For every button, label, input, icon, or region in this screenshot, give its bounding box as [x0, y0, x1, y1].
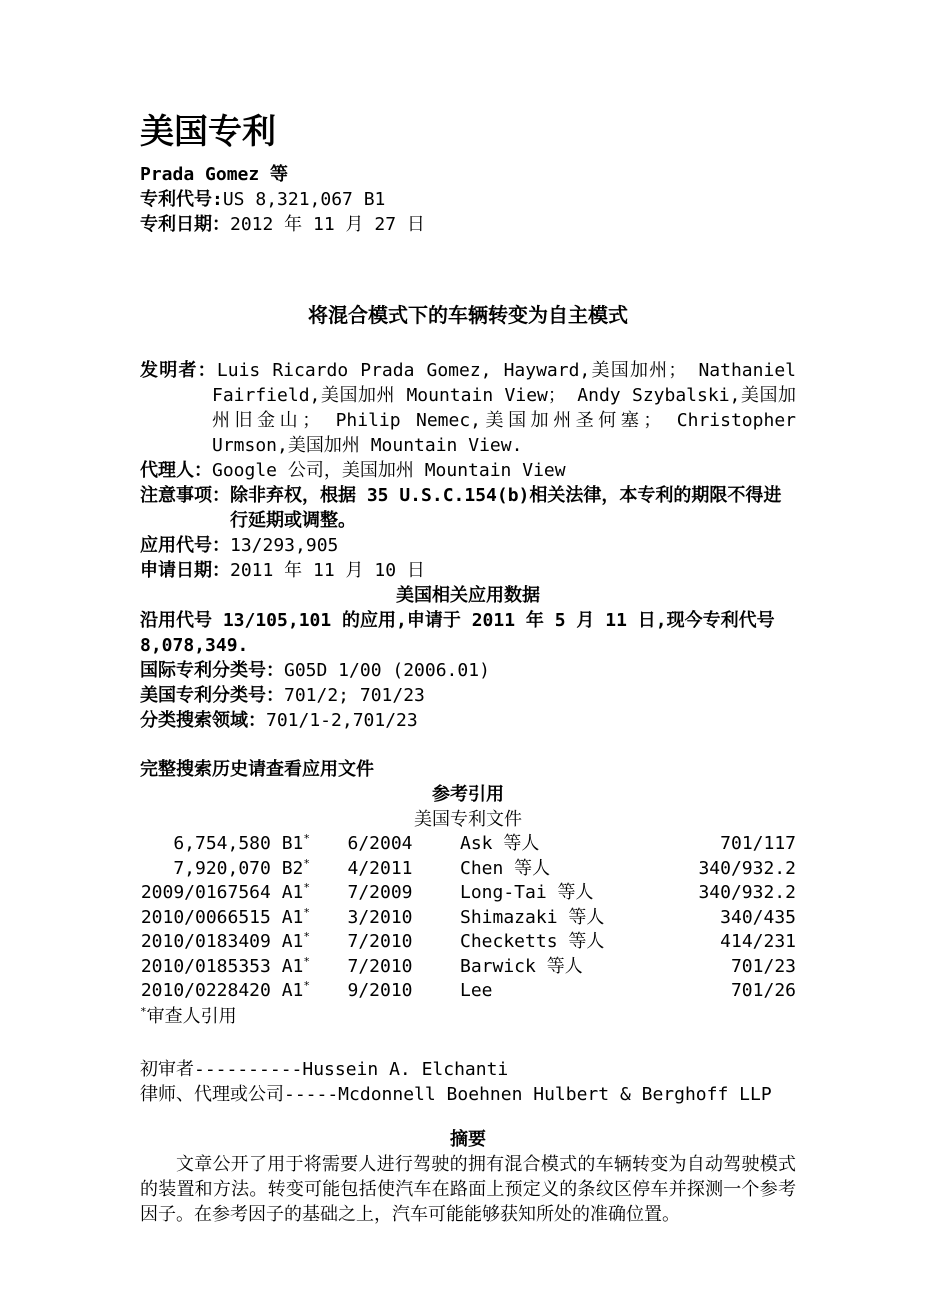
references-table [140, 832, 796, 1004]
ref-date: 3/2010 [347, 906, 413, 928]
intl-class-label: 国际专利分类号： [140, 660, 284, 681]
table-row [140, 930, 796, 955]
us-class-value: 701/2; 701/23 [284, 685, 425, 706]
filed-date-line [140, 558, 796, 583]
examiner-block [140, 1057, 796, 1107]
ref-class: 701/117 [720, 833, 796, 854]
ref-date: 7/2010 [347, 955, 413, 977]
application-number-label: 应用代号： [140, 535, 230, 556]
examiner-cited-footnote [140, 1004, 796, 1029]
table-row [140, 906, 796, 931]
examiner-cited-asterisk: * [303, 832, 310, 845]
byline: Prada Gomez 等 [140, 164, 289, 185]
assignee-value: Google 公司，美国加州 Mountain View [212, 460, 566, 481]
patent-number-line [140, 187, 796, 212]
invention-title: 将混合模式下的车辆转变为自主模式 [308, 303, 628, 327]
field-of-search-line [140, 708, 796, 733]
ref-number: 6,754,580 B1* [173, 832, 310, 854]
ref-name: Shimazaki 等人 [460, 906, 605, 928]
application-number-value: 13/293,905 [230, 535, 339, 556]
us-class-line [140, 683, 796, 708]
ref-class: 340/932.2 [698, 857, 796, 879]
ref-class: 414/231 [720, 931, 796, 952]
field-of-search-label: 分类搜索领域： [140, 710, 266, 731]
patent-number-value: US 8,321,067 B1 [222, 189, 386, 210]
search-history-note: 完整搜索历史请查看应用文件 [140, 759, 374, 780]
patent-date-line [140, 212, 796, 237]
page-title: 美国专利 [140, 112, 276, 152]
us-class-label: 美国专利分类号： [140, 685, 284, 706]
ref-name: Lee [460, 980, 493, 1001]
notice-label: 注意事项： [140, 485, 230, 506]
ref-name: Long-Tai 等人 [460, 882, 594, 903]
table-row [140, 832, 796, 857]
footnote-asterisk: * [140, 1004, 147, 1018]
ref-date: 6/2004 [347, 833, 413, 854]
ref-class: 701/23 [730, 955, 796, 977]
table-row [140, 955, 796, 980]
patent-number-label: 专利代号: [140, 189, 223, 210]
ref-name: Checketts 等人 [460, 931, 605, 952]
inventors-value: Luis Ricardo Prada Gomez, Hayward,美国加州； Nathaniel Fairfield,美国加州 Mountain View； Andy Szybalski,美国加州旧金山； Philip Nemec,美国加州圣何塞； Christopher Urmson,美国加州 Mountain View. [212, 360, 807, 456]
table-row [140, 857, 796, 882]
ref-class: 340/435 [720, 906, 796, 928]
table-row [140, 979, 796, 1004]
ref-number: 2009/0167564 A1* [140, 881, 310, 903]
ref-number: 2010/0183409 A1* [140, 930, 310, 952]
filed-date-value: 2011 年 11 月 10 日 [230, 560, 425, 581]
examiner-cited-asterisk: * [303, 856, 310, 870]
examiner-cited-asterisk: * [303, 954, 310, 968]
primary-examiner-line: 初审者----------Hussein A. Elchanti [140, 1058, 509, 1080]
related-data-heading: 美国相关应用数据 [396, 585, 540, 606]
abstract-heading: 摘要 [450, 1128, 486, 1150]
us-patent-documents-subheading: 美国专利文件 [414, 809, 522, 830]
ref-name: Ask 等人 [460, 833, 540, 854]
ref-class: 701/26 [730, 980, 796, 1001]
notice-line [140, 483, 796, 533]
ref-date: 7/2009 [347, 882, 413, 903]
examiner-cited-asterisk: * [303, 979, 310, 992]
application-number-line [140, 533, 796, 558]
intl-class-line [140, 658, 796, 683]
field-of-search-value: 701/1-2,701/23 [266, 710, 418, 731]
intl-class-value: G05D 1/00 (2006.01) [284, 660, 490, 681]
attorney-line: 律师、代理或公司-----Mcdonnell Boehnen Hulbert & Berghoff LLP [140, 1083, 772, 1105]
ref-number: 2010/0228420 A1* [140, 979, 310, 1001]
filed-date-label: 申请日期： [140, 560, 230, 581]
notice-value: 除非弃权，根据 35 U.S.C.154(b)相关法律，本专利的期限不得进行延期或调整。 [230, 485, 782, 531]
ref-number: 2010/0185353 A1* [140, 954, 310, 977]
assignee-line [140, 458, 796, 483]
inventors-line [140, 358, 807, 458]
ref-date: 9/2010 [347, 980, 413, 1001]
examiner-cited-asterisk: * [303, 881, 310, 894]
footnote-text: 审查人引用 [146, 1005, 237, 1027]
continuation-line: 沿用代号 13/105,101 的应用,申请于 2011 年 5 月 11 日,现今专利代号 8,078,349. [140, 610, 786, 656]
ref-number: 7,920,070 B2* [173, 856, 310, 879]
ref-name: Barwick 等人 [460, 955, 583, 977]
inventors-label: 发明者： [140, 360, 217, 381]
examiner-cited-asterisk: * [303, 930, 310, 943]
ref-date: 4/2011 [347, 857, 413, 879]
ref-date: 7/2010 [347, 931, 413, 952]
ref-name: Chen 等人 [460, 857, 551, 879]
patent-date-value: 2012 年 11 月 27 日 [230, 214, 425, 235]
ref-number: 2010/0066515 A1* [140, 905, 310, 928]
examiner-cited-asterisk: * [303, 905, 310, 919]
table-row [140, 881, 796, 906]
assignee-label: 代理人： [140, 460, 212, 481]
ref-class: 340/932.2 [698, 882, 796, 903]
patent-date-label: 专利日期： [140, 214, 230, 235]
abstract-text: 文章公开了用于将需要人进行驾驶的拥有混合模式的车辆转变为自动驾驶模式的装置和方法。转变可能包括使汽车在路面上预定义的条纹区停车并探测一个参考因子。在参考因子的基础之上，汽车可能能够获知所处的准确位置。 [140, 1153, 796, 1225]
references-heading: 参考引用 [432, 784, 504, 805]
